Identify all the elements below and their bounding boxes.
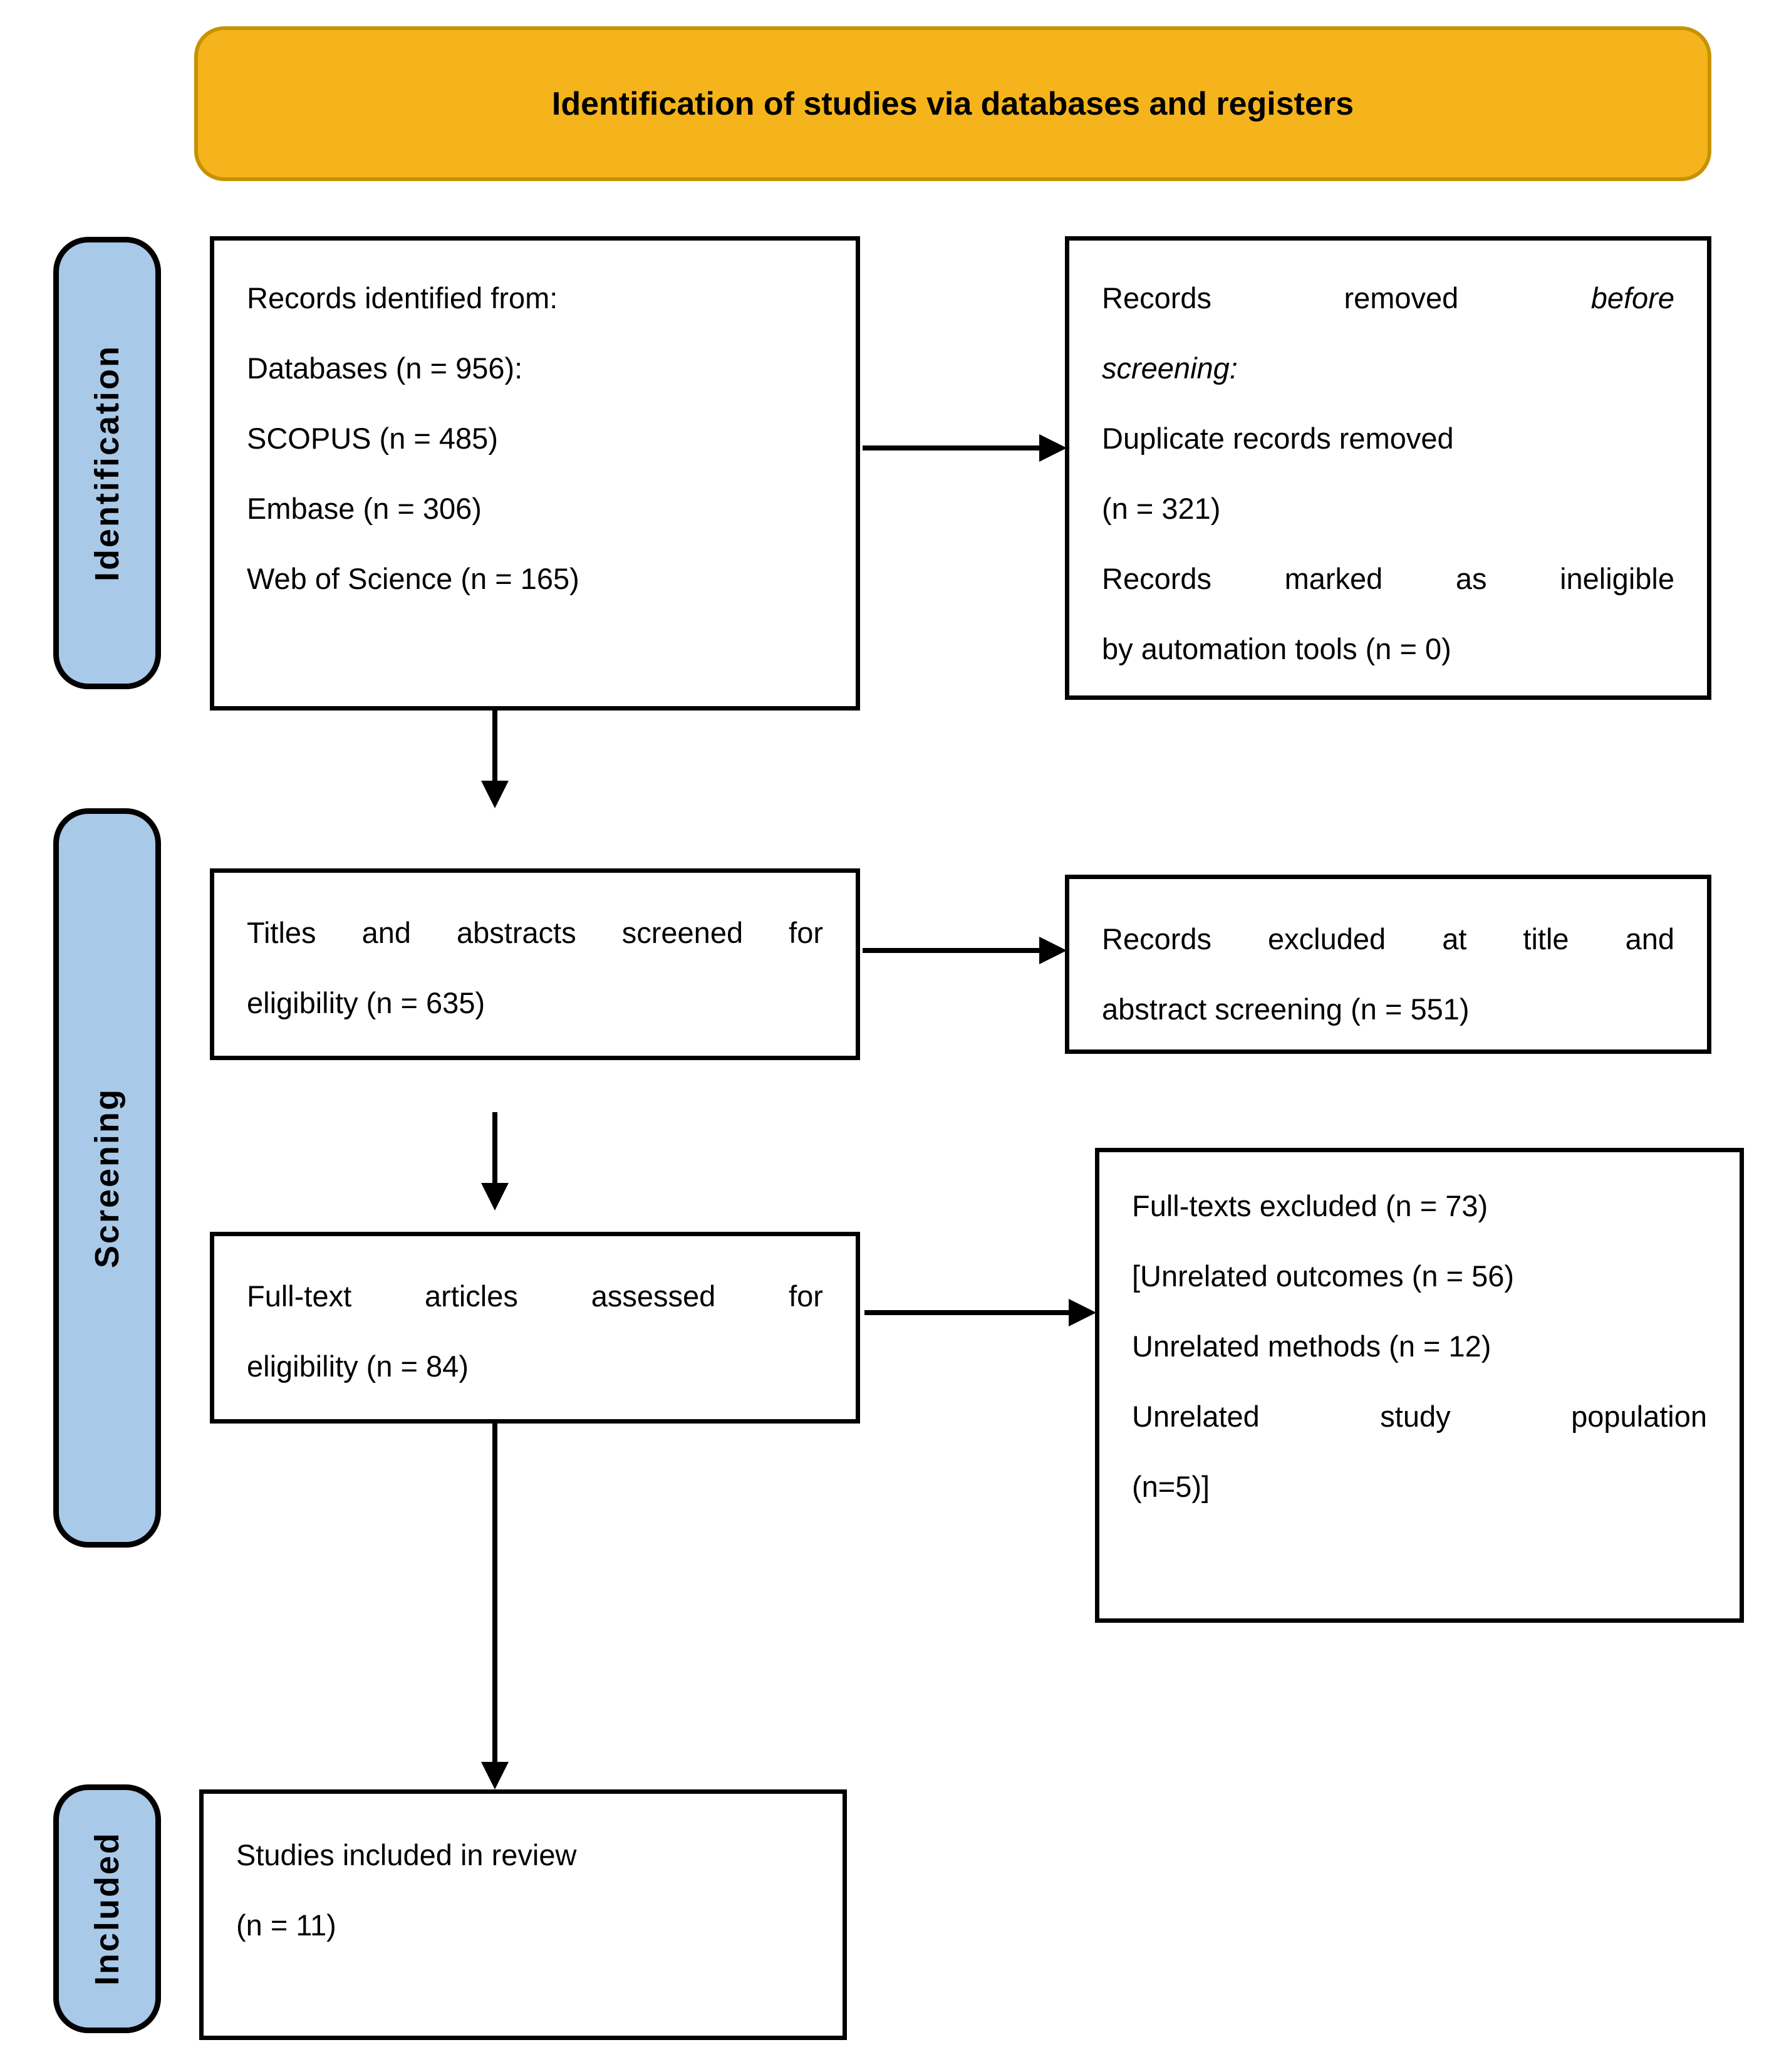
box-studies-included <box>199 1789 847 2040</box>
box-fulltexts-excluded <box>1095 1148 1744 1623</box>
screened-line2: eligibility (n = 635) <box>247 986 485 1019</box>
arrow-screened-to-excluded <box>863 948 1039 953</box>
title-banner-text: Identification of studies via databases and registers <box>551 85 1354 122</box>
stage-label-identification-text: Identification <box>88 345 126 581</box>
box-titles-abstracts-screened <box>210 868 860 1060</box>
arrow-identified-to-screened <box>492 709 497 781</box>
excluded-title-line1: Records excluded at title and <box>1102 922 1674 955</box>
fulltexts-excluded-outcomes: [Unrelated outcomes (n = 56) <box>1132 1259 1515 1293</box>
arrow-fulltext-to-excluded <box>864 1310 1069 1315</box>
arrow-screened-to-fulltext <box>492 1112 497 1183</box>
ineligible-line2: by automation tools (n = 0) <box>1102 632 1451 665</box>
fulltexts-excluded-total: Full-texts excluded (n = 73) <box>1132 1189 1488 1222</box>
records-identified-embase: Embase (n = 306) <box>247 492 482 525</box>
studies-included-line2: (n = 11) <box>236 1908 336 1942</box>
fulltexts-excluded-methods: Unrelated methods (n = 12) <box>1132 1330 1491 1363</box>
ineligible-line1: Records marked as ineligible <box>1102 562 1674 595</box>
box-records-excluded-title-abstract <box>1065 875 1711 1054</box>
stage-label-included-text: Included <box>88 1831 126 1986</box>
records-identified-scopus: SCOPUS (n = 485) <box>247 422 498 455</box>
stage-label-identification <box>53 237 161 689</box>
box-records-removed <box>1065 236 1711 700</box>
box-records-identified <box>210 236 860 711</box>
title-banner <box>194 26 1711 181</box>
records-identified-databases: Databases (n = 956): <box>247 351 523 385</box>
fulltext-line2: eligibility (n = 84) <box>247 1350 469 1383</box>
stage-label-screening-text: Screening <box>88 1087 126 1269</box>
records-removed-line2: screening: <box>1102 351 1238 385</box>
duplicates-removed-line: Duplicate records removed <box>1102 422 1454 455</box>
stage-label-included <box>53 1784 161 2033</box>
box-fulltext-assessed <box>210 1232 860 1424</box>
excluded-title-line2: abstract screening (n = 551) <box>1102 992 1470 1026</box>
studies-included-line1: Studies included in review <box>236 1838 577 1872</box>
records-identified-line: Records identified from: <box>247 281 558 315</box>
arrow-identified-to-removed <box>863 445 1039 450</box>
duplicates-removed-count: (n = 321) <box>1102 492 1221 525</box>
records-removed-line1: Records removed before <box>1102 281 1674 315</box>
fulltexts-excluded-population-count: (n=5)] <box>1132 1470 1210 1503</box>
screened-line1: Titles and abstracts screened for <box>247 916 823 949</box>
fulltext-line1: Full-text articles assessed for <box>247 1279 823 1313</box>
stage-label-screening <box>53 808 161 1548</box>
records-identified-wos: Web of Science (n = 165) <box>247 562 579 595</box>
fulltexts-excluded-population: Unrelated study population <box>1132 1400 1707 1433</box>
arrow-fulltext-to-included <box>492 1424 497 1762</box>
